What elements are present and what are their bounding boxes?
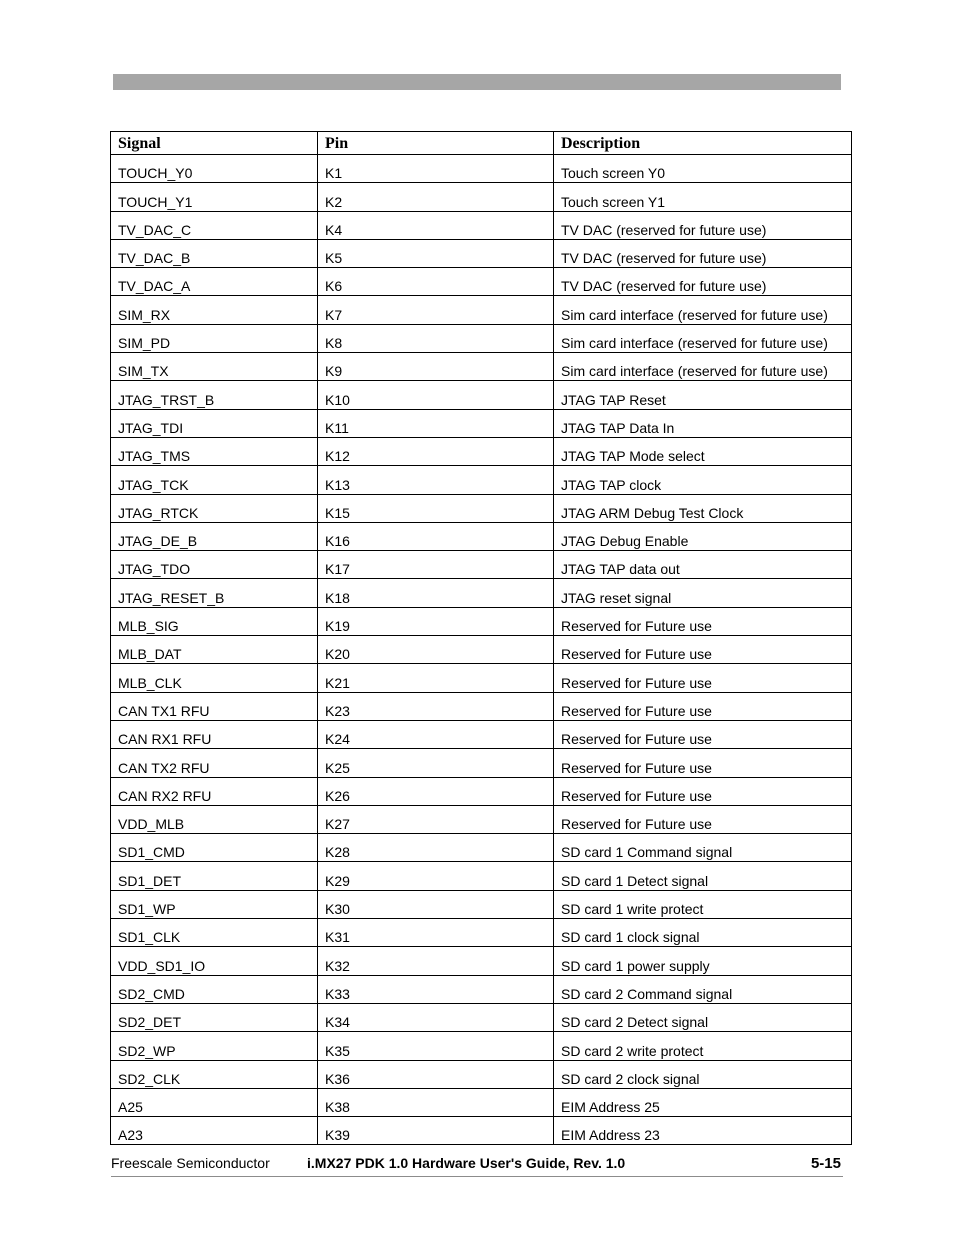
cell-pin: K8 — [318, 324, 554, 352]
cell-pin: K30 — [318, 890, 554, 918]
cell-pin: K21 — [318, 664, 554, 692]
cell-description: JTAG TAP Reset — [554, 381, 852, 409]
table-row — [111, 353, 852, 381]
cell-signal: VDD_MLB — [111, 805, 318, 833]
cell-signal: SD1_CLK — [111, 919, 318, 947]
column-header-description: Description — [554, 132, 852, 155]
cell-pin: K27 — [318, 805, 554, 833]
cell-pin: K2 — [318, 183, 554, 211]
cell-description: Sim card interface (reserved for future use) — [554, 353, 852, 381]
table-row — [111, 409, 852, 437]
table-row — [111, 1003, 852, 1031]
cell-description: SD card 2 clock signal — [554, 1060, 852, 1088]
cell-signal: JTAG_TCK — [111, 466, 318, 494]
table-row — [111, 834, 852, 862]
cell-pin: K36 — [318, 1060, 554, 1088]
cell-signal: CAN RX2 RFU — [111, 777, 318, 805]
table-row — [111, 183, 852, 211]
table-row — [111, 494, 852, 522]
table-row — [111, 890, 852, 918]
cell-pin: K17 — [318, 551, 554, 579]
table-row — [111, 720, 852, 748]
cell-description: EIM Address 25 — [554, 1088, 852, 1116]
cell-pin: K16 — [318, 522, 554, 550]
table-row — [111, 1060, 852, 1088]
cell-description: JTAG ARM Debug Test Clock — [554, 494, 852, 522]
cell-signal: JTAG_TRST_B — [111, 381, 318, 409]
cell-signal: SD2_WP — [111, 1032, 318, 1060]
cell-description: SD card 1 Command signal — [554, 834, 852, 862]
table-row — [111, 636, 852, 664]
cell-pin: K18 — [318, 579, 554, 607]
table-row — [111, 919, 852, 947]
cell-signal: TV_DAC_B — [111, 239, 318, 267]
cell-pin: K7 — [318, 296, 554, 324]
cell-description: Reserved for Future use — [554, 636, 852, 664]
cell-signal: A23 — [111, 1117, 318, 1145]
cell-pin: K23 — [318, 692, 554, 720]
cell-description: JTAG reset signal — [554, 579, 852, 607]
cell-signal: TV_DAC_A — [111, 268, 318, 296]
cell-description: TV DAC (reserved for future use) — [554, 211, 852, 239]
cell-signal: SD1_DET — [111, 862, 318, 890]
cell-description: Reserved for Future use — [554, 664, 852, 692]
cell-pin: K32 — [318, 947, 554, 975]
cell-pin: K38 — [318, 1088, 554, 1116]
cell-pin: K4 — [318, 211, 554, 239]
cell-pin: K15 — [318, 494, 554, 522]
cell-description: SD card 1 power supply — [554, 947, 852, 975]
header-bar — [113, 74, 841, 90]
cell-description: JTAG Debug Enable — [554, 522, 852, 550]
table-row — [111, 607, 852, 635]
cell-pin: K13 — [318, 466, 554, 494]
cell-description: Reserved for Future use — [554, 720, 852, 748]
table-row — [111, 805, 852, 833]
table-row — [111, 579, 852, 607]
cell-description: Reserved for Future use — [554, 749, 852, 777]
cell-pin: K19 — [318, 607, 554, 635]
footer-page-number: 5-15 — [810, 1155, 841, 1172]
cell-signal: SIM_RX — [111, 296, 318, 324]
table-row — [111, 324, 852, 352]
table-row — [111, 522, 852, 550]
cell-description: JTAG TAP Mode select — [554, 437, 852, 465]
column-header-signal: Signal — [111, 132, 318, 155]
cell-description: Reserved for Future use — [554, 692, 852, 720]
cell-description: JTAG TAP clock — [554, 466, 852, 494]
cell-description: Reserved for Future use — [554, 777, 852, 805]
cell-signal: JTAG_TMS — [111, 437, 318, 465]
cell-pin: K29 — [318, 862, 554, 890]
cell-signal: MLB_DAT — [111, 636, 318, 664]
cell-description: Touch screen Y1 — [554, 183, 852, 211]
cell-signal: SIM_PD — [111, 324, 318, 352]
table-row — [111, 211, 852, 239]
table-row — [111, 692, 852, 720]
cell-signal: MLB_SIG — [111, 607, 318, 635]
footer-company: Freescale Semiconductor — [111, 1155, 270, 1171]
cell-description: SD card 2 Command signal — [554, 975, 852, 1003]
table-row — [111, 749, 852, 777]
cell-signal: JTAG_TDO — [111, 551, 318, 579]
table-row — [111, 975, 852, 1003]
table-body — [111, 155, 852, 1145]
table-row — [111, 777, 852, 805]
cell-signal: JTAG_DE_B — [111, 522, 318, 550]
cell-signal: TOUCH_Y1 — [111, 183, 318, 211]
cell-signal: TOUCH_Y0 — [111, 155, 318, 183]
cell-description: Sim card interface (reserved for future use) — [554, 324, 852, 352]
cell-signal: SIM_TX — [111, 353, 318, 381]
table-row — [111, 947, 852, 975]
cell-signal: JTAG_RESET_B — [111, 579, 318, 607]
table-row — [111, 551, 852, 579]
table-row — [111, 155, 852, 183]
cell-description: SD card 2 Detect signal — [554, 1003, 852, 1031]
table-row — [111, 466, 852, 494]
cell-pin: K24 — [318, 720, 554, 748]
table-header — [111, 132, 852, 155]
cell-signal: CAN RX1 RFU — [111, 720, 318, 748]
cell-signal: MLB_CLK — [111, 664, 318, 692]
signal-pin-table — [110, 131, 852, 1145]
table-row — [111, 381, 852, 409]
table-row — [111, 268, 852, 296]
cell-pin: K35 — [318, 1032, 554, 1060]
cell-signal: JTAG_RTCK — [111, 494, 318, 522]
cell-pin: K6 — [318, 268, 554, 296]
cell-signal: CAN TX2 RFU — [111, 749, 318, 777]
cell-signal: TV_DAC_C — [111, 211, 318, 239]
table-row — [111, 296, 852, 324]
cell-description: Touch screen Y0 — [554, 155, 852, 183]
cell-description: Sim card interface (reserved for future use) — [554, 296, 852, 324]
cell-pin: K20 — [318, 636, 554, 664]
cell-pin: K34 — [318, 1003, 554, 1031]
table-row — [111, 1117, 852, 1145]
footer-document-title: i.MX27 PDK 1.0 Hardware User's Guide, Rev. 1.0 — [307, 1155, 626, 1171]
cell-signal: SD2_CMD — [111, 975, 318, 1003]
cell-description: SD card 1 Detect signal — [554, 862, 852, 890]
cell-pin: K12 — [318, 437, 554, 465]
cell-pin: K11 — [318, 409, 554, 437]
cell-signal: SD1_WP — [111, 890, 318, 918]
cell-pin: K31 — [318, 919, 554, 947]
table-header-row — [111, 132, 852, 155]
table-row — [111, 1032, 852, 1060]
table-row — [111, 437, 852, 465]
cell-description: TV DAC (reserved for future use) — [554, 268, 852, 296]
cell-description: Reserved for Future use — [554, 805, 852, 833]
cell-pin: K25 — [318, 749, 554, 777]
cell-pin: K9 — [318, 353, 554, 381]
cell-pin: K1 — [318, 155, 554, 183]
cell-description: JTAG TAP data out — [554, 551, 852, 579]
cell-signal: SD1_CMD — [111, 834, 318, 862]
table-row — [111, 862, 852, 890]
cell-pin: K10 — [318, 381, 554, 409]
cell-description: EIM Address 23 — [554, 1117, 852, 1145]
table-row — [111, 1088, 852, 1116]
cell-description: TV DAC (reserved for future use) — [554, 239, 852, 267]
cell-signal: VDD_SD1_IO — [111, 947, 318, 975]
cell-description: JTAG TAP Data In — [554, 409, 852, 437]
cell-pin: K39 — [318, 1117, 554, 1145]
cell-signal: CAN TX1 RFU — [111, 692, 318, 720]
page-footer — [111, 1154, 843, 1177]
table-row — [111, 664, 852, 692]
cell-signal: JTAG_TDI — [111, 409, 318, 437]
cell-description: Reserved for Future use — [554, 607, 852, 635]
cell-signal: A25 — [111, 1088, 318, 1116]
cell-description: SD card 1 write protect — [554, 890, 852, 918]
cell-signal: SD2_DET — [111, 1003, 318, 1031]
cell-pin: K26 — [318, 777, 554, 805]
cell-signal: SD2_CLK — [111, 1060, 318, 1088]
cell-description: SD card 2 write protect — [554, 1032, 852, 1060]
cell-pin: K33 — [318, 975, 554, 1003]
cell-pin: K5 — [318, 239, 554, 267]
column-header-pin: Pin — [318, 132, 554, 155]
cell-description: SD card 1 clock signal — [554, 919, 852, 947]
table-row — [111, 239, 852, 267]
cell-pin: K28 — [318, 834, 554, 862]
